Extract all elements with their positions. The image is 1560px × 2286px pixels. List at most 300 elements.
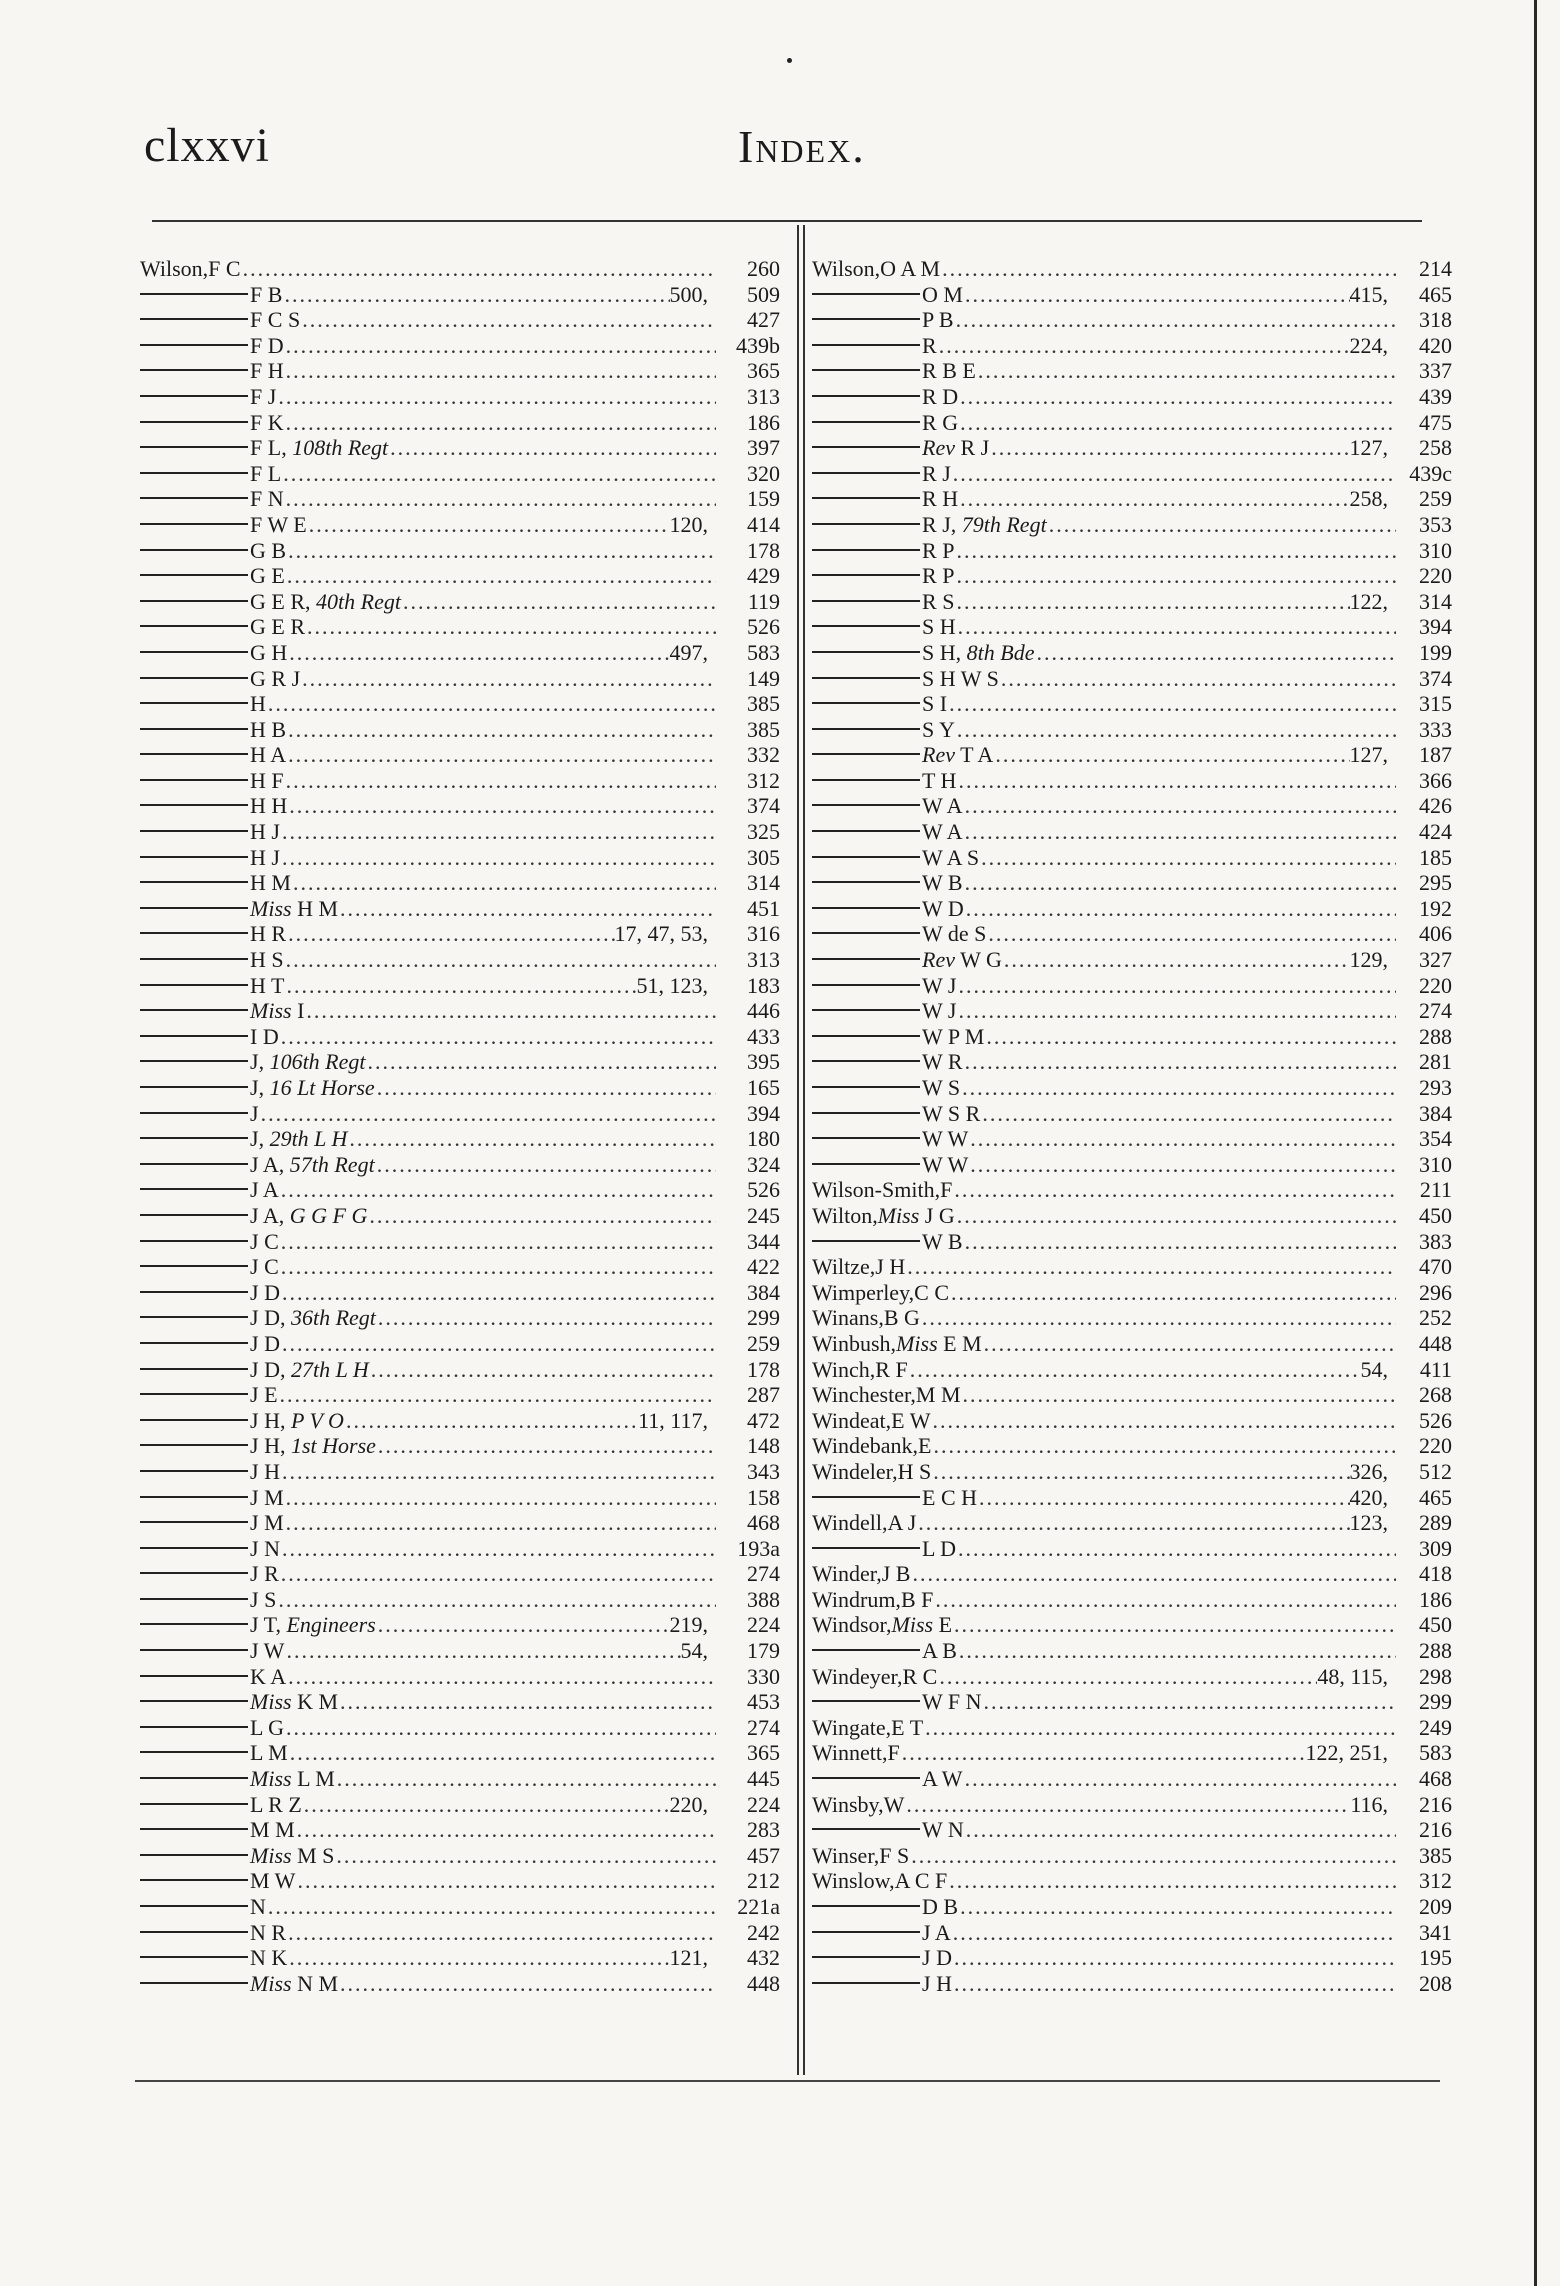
entry-name: A B bbox=[922, 1638, 957, 1664]
entry-page-number: 288 bbox=[1419, 1023, 1452, 1049]
index-entry bbox=[140, 1587, 780, 1613]
dot-leader bbox=[376, 1305, 716, 1331]
ditto-rule bbox=[140, 1316, 248, 1318]
entry-page-number: 274 bbox=[747, 1714, 780, 1740]
dot-leader bbox=[910, 1561, 1396, 1587]
index-entry bbox=[812, 1715, 1452, 1741]
ditto-rule bbox=[812, 779, 920, 781]
entry-surname: Winser, bbox=[812, 1842, 880, 1868]
ditto-rule bbox=[812, 932, 920, 934]
ditto-rule bbox=[812, 1086, 920, 1088]
ditto-rule bbox=[140, 446, 248, 448]
dot-leader bbox=[956, 1536, 1396, 1562]
entry-page-number: 583 bbox=[747, 639, 780, 665]
index-entry bbox=[812, 896, 1452, 922]
entry-name: R D bbox=[922, 383, 959, 409]
entry-name: H S bbox=[897, 1458, 932, 1484]
entry-page-number: 424 bbox=[1419, 819, 1452, 845]
entry-page-number: 394 bbox=[747, 1100, 780, 1126]
entry-extra-pages: 127, bbox=[1349, 742, 1388, 768]
entry-name: Miss N M bbox=[250, 1970, 339, 1996]
dot-leader bbox=[284, 1510, 716, 1536]
ditto-rule bbox=[812, 1828, 920, 1830]
dot-leader bbox=[940, 256, 1396, 282]
entry-page-number: 212 bbox=[747, 1868, 780, 1894]
dot-leader bbox=[904, 1792, 1350, 1818]
dot-leader bbox=[976, 358, 1396, 384]
dot-leader bbox=[952, 1945, 1396, 1971]
ditto-rule bbox=[140, 1854, 248, 1856]
entry-name: H A bbox=[250, 742, 287, 768]
entry-page-number: 148 bbox=[747, 1433, 780, 1459]
dot-leader bbox=[980, 1101, 1396, 1127]
entry-page-number: 216 bbox=[1419, 1791, 1452, 1817]
ditto-rule bbox=[140, 1368, 248, 1370]
entry-page-number: 526 bbox=[747, 1177, 780, 1203]
page-title: Index. bbox=[738, 121, 866, 172]
entry-page-number: 259 bbox=[747, 1330, 780, 1356]
entry-name: P B bbox=[922, 307, 954, 333]
dot-leader bbox=[284, 973, 636, 999]
ditto-rule bbox=[140, 1751, 248, 1753]
index-entry bbox=[140, 1075, 780, 1101]
entry-name: R F bbox=[875, 1356, 908, 1382]
ditto-rule bbox=[140, 574, 248, 576]
ditto-rule bbox=[140, 1342, 248, 1344]
ditto-rule bbox=[140, 549, 248, 551]
entry-name: J D bbox=[250, 1330, 280, 1356]
entry-extra-pages: 116, bbox=[1350, 1791, 1388, 1817]
entry-extra-pages: 420, bbox=[1349, 1484, 1388, 1510]
entry-page-number: 337 bbox=[1419, 358, 1452, 384]
entry-name: F D bbox=[250, 332, 284, 358]
ditto-rule bbox=[812, 600, 920, 602]
entry-extra-pages: 220, bbox=[669, 1791, 708, 1817]
print-mark bbox=[787, 58, 792, 63]
ditto-rule bbox=[140, 881, 248, 883]
entry-name: F L, 108th Regt bbox=[250, 435, 389, 461]
entry-name: J N bbox=[250, 1535, 280, 1561]
entry-page-number: 258 bbox=[1419, 435, 1452, 461]
entry-page-number: 439b bbox=[736, 332, 780, 358]
entry-extra-pages: 129, bbox=[1349, 947, 1388, 973]
entry-page-number: 465 bbox=[1419, 1484, 1452, 1510]
entry-extra-pages: 224, bbox=[1349, 332, 1388, 358]
dot-leader bbox=[347, 1126, 716, 1152]
dot-leader bbox=[376, 1612, 670, 1638]
entry-page-number: 183 bbox=[747, 972, 780, 998]
dot-leader bbox=[937, 333, 1350, 359]
entry-name: L R Z bbox=[250, 1791, 302, 1817]
index-entry bbox=[812, 358, 1452, 384]
index-entry bbox=[812, 1485, 1452, 1511]
ditto-rule bbox=[140, 779, 248, 781]
dot-leader bbox=[931, 1433, 1396, 1459]
entry-page-number: 214 bbox=[1419, 256, 1452, 281]
entry-page-number: 313 bbox=[747, 383, 780, 409]
entry-name: J D bbox=[250, 1279, 280, 1305]
entry-name: W S bbox=[922, 1075, 961, 1100]
entry-name: F C S bbox=[250, 307, 301, 333]
index-entry bbox=[812, 307, 1452, 333]
entry-name: W J bbox=[922, 998, 957, 1024]
ditto-rule bbox=[812, 830, 920, 832]
index-entry bbox=[812, 666, 1452, 692]
entry-surname: Winslow, bbox=[812, 1868, 895, 1894]
entry-page-number: 268 bbox=[1419, 1382, 1452, 1408]
entry-page-number: 395 bbox=[747, 1049, 780, 1075]
entry-name: H F bbox=[250, 767, 284, 793]
entry-page-number: 252 bbox=[1419, 1305, 1452, 1331]
entry-name: J B bbox=[881, 1561, 911, 1587]
entry-name: G E R, 40th Regt bbox=[250, 588, 401, 614]
index-entry bbox=[140, 410, 780, 436]
entry-page-number: 354 bbox=[1419, 1126, 1452, 1152]
ditto-rule bbox=[812, 1777, 920, 1779]
index-entry bbox=[812, 819, 1452, 845]
index-entry bbox=[812, 1536, 1452, 1562]
entry-page-number: 526 bbox=[747, 614, 780, 640]
entry-page-number: 159 bbox=[747, 486, 780, 512]
dot-leader bbox=[954, 307, 1396, 333]
ditto-rule bbox=[140, 984, 248, 986]
entry-page-number: 310 bbox=[1419, 537, 1452, 563]
entry-name: J W bbox=[250, 1638, 285, 1664]
index-entry bbox=[140, 1766, 780, 1792]
ditto-rule bbox=[812, 702, 920, 704]
ditto-rule bbox=[140, 1521, 248, 1523]
entry-page-number: 427 bbox=[747, 307, 780, 333]
index-entry bbox=[812, 589, 1452, 615]
entry-name: R J, 79th Regt bbox=[922, 511, 1047, 537]
dot-leader bbox=[979, 845, 1396, 871]
entry-page-number: 365 bbox=[747, 1740, 780, 1766]
entry-name: N R bbox=[250, 1919, 287, 1945]
index-column-left bbox=[140, 256, 780, 1996]
dot-leader bbox=[259, 1101, 716, 1127]
ditto-rule bbox=[812, 728, 920, 730]
dot-leader bbox=[963, 1229, 1396, 1255]
ditto-rule bbox=[140, 1931, 248, 1933]
entry-page-number: 224 bbox=[747, 1791, 780, 1817]
index-entry bbox=[812, 973, 1452, 999]
ditto-rule bbox=[140, 497, 248, 499]
ditto-rule bbox=[812, 1547, 920, 1549]
index-entry bbox=[140, 1024, 780, 1050]
dot-leader bbox=[284, 486, 716, 512]
entry-page-number: 439c bbox=[1409, 460, 1452, 486]
entry-name: J H, 1st Horse bbox=[250, 1433, 376, 1459]
footer-rule bbox=[135, 2080, 1440, 2082]
dot-leader bbox=[1034, 640, 1396, 666]
entry-page-number: 216 bbox=[1419, 1817, 1452, 1843]
index-entry bbox=[140, 333, 780, 359]
entry-extra-pages: 48, 115, bbox=[1317, 1663, 1388, 1689]
index-entry bbox=[812, 256, 1452, 282]
dot-leader bbox=[286, 921, 614, 947]
entry-page-number: 344 bbox=[747, 1228, 780, 1254]
entry-page-number: 158 bbox=[747, 1484, 780, 1510]
entry-name: J bbox=[250, 1100, 259, 1126]
index-entry bbox=[140, 589, 780, 615]
dot-leader bbox=[956, 768, 1396, 794]
entry-page-number: 221a bbox=[737, 1894, 780, 1919]
ditto-rule bbox=[812, 318, 920, 320]
entry-page-number: 220 bbox=[1419, 1433, 1452, 1459]
index-entry bbox=[140, 614, 780, 640]
entry-name: F bbox=[887, 1740, 900, 1766]
entry-page-number: 249 bbox=[1419, 1714, 1452, 1740]
dot-leader bbox=[963, 870, 1396, 896]
entry-page-number: 470 bbox=[1419, 1254, 1452, 1280]
index-entry bbox=[812, 1305, 1452, 1331]
ditto-rule bbox=[140, 651, 248, 653]
entry-extra-pages: 258, bbox=[1349, 486, 1388, 512]
index-entry bbox=[140, 435, 780, 461]
dot-leader bbox=[963, 282, 1350, 308]
dot-leader bbox=[288, 1740, 716, 1766]
index-entry bbox=[140, 717, 780, 743]
index-entry bbox=[812, 1280, 1452, 1306]
entry-name: J H bbox=[250, 1458, 280, 1484]
ditto-rule bbox=[812, 1163, 920, 1165]
ditto-rule bbox=[812, 472, 920, 474]
index-entry bbox=[140, 1203, 780, 1229]
entry-surname: Winder, bbox=[812, 1561, 882, 1587]
ditto-rule bbox=[140, 1137, 248, 1139]
entry-page-number: 314 bbox=[747, 870, 780, 896]
entry-page-number: 179 bbox=[747, 1638, 780, 1664]
entry-extra-pages: 122, bbox=[1349, 588, 1388, 614]
dot-leader bbox=[954, 589, 1349, 615]
entry-name: J H, P V O bbox=[250, 1407, 344, 1433]
entry-page-number: 288 bbox=[1419, 1638, 1452, 1664]
ditto-rule bbox=[140, 1700, 248, 1702]
dot-leader bbox=[276, 384, 716, 410]
dot-leader bbox=[276, 1587, 716, 1613]
entry-name: G E bbox=[250, 563, 285, 589]
dot-leader bbox=[295, 1868, 716, 1894]
dot-leader bbox=[920, 1305, 1396, 1331]
dot-leader bbox=[986, 921, 1396, 947]
index-column-right bbox=[812, 256, 1452, 1996]
dot-leader bbox=[295, 1817, 716, 1843]
dot-leader bbox=[908, 1357, 1361, 1383]
entry-name: B F bbox=[900, 1586, 934, 1612]
dot-leader bbox=[280, 819, 716, 845]
dot-leader bbox=[964, 896, 1396, 922]
dot-leader bbox=[280, 1280, 716, 1306]
dot-leader bbox=[344, 1408, 638, 1434]
index-entry bbox=[812, 1971, 1452, 1997]
entry-name: N bbox=[250, 1894, 266, 1919]
ditto-rule bbox=[812, 1905, 920, 1907]
entry-name: W W bbox=[922, 1151, 969, 1177]
entry-page-number: 316 bbox=[747, 921, 780, 947]
ditto-rule bbox=[812, 881, 920, 883]
index-entry bbox=[812, 435, 1452, 461]
entry-name: H S bbox=[250, 947, 284, 973]
index-entry bbox=[140, 307, 780, 333]
entry-page-number: 220 bbox=[1419, 972, 1452, 998]
ditto-rule bbox=[812, 497, 920, 499]
ditto-rule bbox=[812, 677, 920, 679]
index-entry bbox=[812, 717, 1452, 743]
index-entry bbox=[812, 486, 1452, 512]
index-entry bbox=[140, 1229, 780, 1255]
entry-surname: Windeyer, bbox=[812, 1663, 903, 1689]
entry-name: R J bbox=[922, 460, 951, 486]
entry-page-number: 260 bbox=[747, 256, 780, 281]
dot-leader bbox=[963, 1766, 1396, 1792]
ditto-rule bbox=[140, 1009, 248, 1011]
entry-page-number: 432 bbox=[747, 1945, 780, 1971]
dot-leader bbox=[958, 384, 1396, 410]
dot-leader bbox=[241, 256, 716, 282]
entry-page-number: 448 bbox=[747, 1970, 780, 1996]
dot-leader bbox=[957, 1638, 1396, 1664]
entry-name: E W bbox=[891, 1407, 931, 1433]
entry-name: F C bbox=[208, 256, 241, 281]
index-entry bbox=[140, 691, 780, 717]
index-entry bbox=[812, 1689, 1452, 1715]
entry-name: R bbox=[922, 332, 937, 358]
entry-page-number: 185 bbox=[1419, 844, 1452, 870]
ditto-rule bbox=[812, 549, 920, 551]
entry-name: F K bbox=[250, 409, 284, 435]
entry-page-number: 448 bbox=[1419, 1330, 1452, 1356]
index-entry bbox=[812, 1638, 1452, 1664]
dot-leader bbox=[266, 1894, 716, 1920]
index-entry bbox=[812, 1024, 1452, 1050]
dot-leader bbox=[964, 1817, 1396, 1843]
entry-name: J R bbox=[250, 1561, 279, 1587]
entry-name: Miss J G bbox=[877, 1202, 955, 1228]
index-entry bbox=[140, 1433, 780, 1459]
dot-leader bbox=[961, 1382, 1396, 1408]
index-entry bbox=[140, 819, 780, 845]
entry-page-number: 315 bbox=[1419, 691, 1452, 717]
entry-name: J H bbox=[922, 1970, 952, 1996]
entry-name: W A S bbox=[922, 844, 980, 870]
entry-name: C C bbox=[914, 1279, 950, 1305]
entry-extra-pages: 54, bbox=[1360, 1356, 1388, 1382]
entry-name: R G bbox=[922, 409, 959, 435]
index-entry bbox=[140, 1382, 780, 1408]
entry-page-number: 149 bbox=[747, 665, 780, 691]
entry-name: R S bbox=[922, 588, 955, 614]
entry-name: G E R bbox=[250, 614, 306, 640]
entry-surname: Winsby, bbox=[812, 1791, 884, 1817]
index-entry bbox=[140, 998, 780, 1024]
ditto-rule bbox=[140, 1982, 248, 1984]
dot-leader bbox=[280, 1331, 716, 1357]
entry-page-number: 433 bbox=[747, 1023, 780, 1049]
index-entry bbox=[812, 1254, 1452, 1280]
entry-name: R P bbox=[922, 537, 955, 563]
entry-page-number: 224 bbox=[747, 1612, 780, 1638]
entry-surname: Wilson-Smith, bbox=[812, 1177, 941, 1203]
dot-leader bbox=[284, 947, 716, 973]
dot-leader bbox=[305, 614, 716, 640]
entry-extra-pages: 11, 117, bbox=[638, 1407, 708, 1433]
entry-name: O M bbox=[922, 281, 963, 307]
ditto-rule bbox=[140, 1828, 248, 1830]
entry-surname: Windeler, bbox=[812, 1458, 898, 1484]
entry-page-number: 450 bbox=[1419, 1202, 1452, 1228]
entry-name: K A bbox=[250, 1663, 287, 1689]
index-entry bbox=[812, 1561, 1452, 1587]
entry-name: E C H bbox=[922, 1484, 978, 1510]
entry-name: E T bbox=[891, 1714, 924, 1740]
index-entry bbox=[812, 1357, 1452, 1383]
dot-leader bbox=[284, 358, 716, 384]
dot-leader bbox=[280, 1459, 716, 1485]
ditto-rule bbox=[140, 1803, 248, 1805]
index-entry bbox=[140, 973, 780, 999]
ditto-rule bbox=[140, 1291, 248, 1293]
dot-leader bbox=[968, 1152, 1396, 1178]
entry-name: W bbox=[883, 1791, 905, 1817]
index-entry bbox=[812, 1152, 1452, 1178]
entry-name: S Y bbox=[922, 716, 955, 742]
index-entry bbox=[140, 563, 780, 589]
entry-page-number: 327 bbox=[1419, 947, 1452, 973]
dot-leader bbox=[279, 1254, 716, 1280]
entry-page-number: 353 bbox=[1419, 511, 1452, 537]
entry-name: J D bbox=[922, 1945, 952, 1971]
index-entry bbox=[140, 1612, 780, 1638]
ditto-rule bbox=[812, 523, 920, 525]
entry-page-number: 383 bbox=[1419, 1228, 1452, 1254]
ditto-rule bbox=[140, 1060, 248, 1062]
entry-name: T H bbox=[922, 767, 957, 793]
entry-name: J M bbox=[250, 1484, 284, 1510]
index-entry bbox=[812, 1792, 1452, 1818]
dot-leader bbox=[952, 1612, 1396, 1638]
index-entry bbox=[140, 1792, 780, 1818]
ditto-rule bbox=[812, 984, 920, 986]
ditto-rule bbox=[812, 421, 920, 423]
dot-leader bbox=[989, 435, 1349, 461]
index-entry bbox=[812, 691, 1452, 717]
entry-surname: Wingate, bbox=[812, 1714, 892, 1740]
entry-name: O A M bbox=[880, 256, 941, 281]
ditto-rule bbox=[140, 1470, 248, 1472]
entry-page-number: 119 bbox=[747, 588, 780, 614]
ditto-rule bbox=[140, 421, 248, 423]
entry-surname: Windell, bbox=[812, 1510, 888, 1536]
index-entry bbox=[140, 1715, 780, 1741]
entry-name: R H bbox=[922, 486, 959, 512]
entry-name: G H bbox=[250, 639, 288, 665]
entry-page-number: 314 bbox=[1419, 588, 1452, 614]
entry-name: M M bbox=[250, 1817, 295, 1843]
dot-leader bbox=[984, 1024, 1396, 1050]
entry-page-number: 384 bbox=[1419, 1100, 1452, 1126]
entry-page-number: 293 bbox=[1419, 1075, 1452, 1100]
entry-name: W J bbox=[922, 972, 957, 998]
entry-name: A W bbox=[922, 1766, 963, 1792]
entry-extra-pages: 121, bbox=[669, 1945, 708, 1971]
index-entry bbox=[812, 768, 1452, 794]
ditto-rule bbox=[812, 574, 920, 576]
entry-name: J H bbox=[875, 1254, 906, 1280]
entry-name: H H bbox=[250, 793, 288, 819]
dot-leader bbox=[1002, 947, 1350, 973]
ditto-rule bbox=[140, 1547, 248, 1549]
entry-page-number: 397 bbox=[747, 435, 780, 461]
